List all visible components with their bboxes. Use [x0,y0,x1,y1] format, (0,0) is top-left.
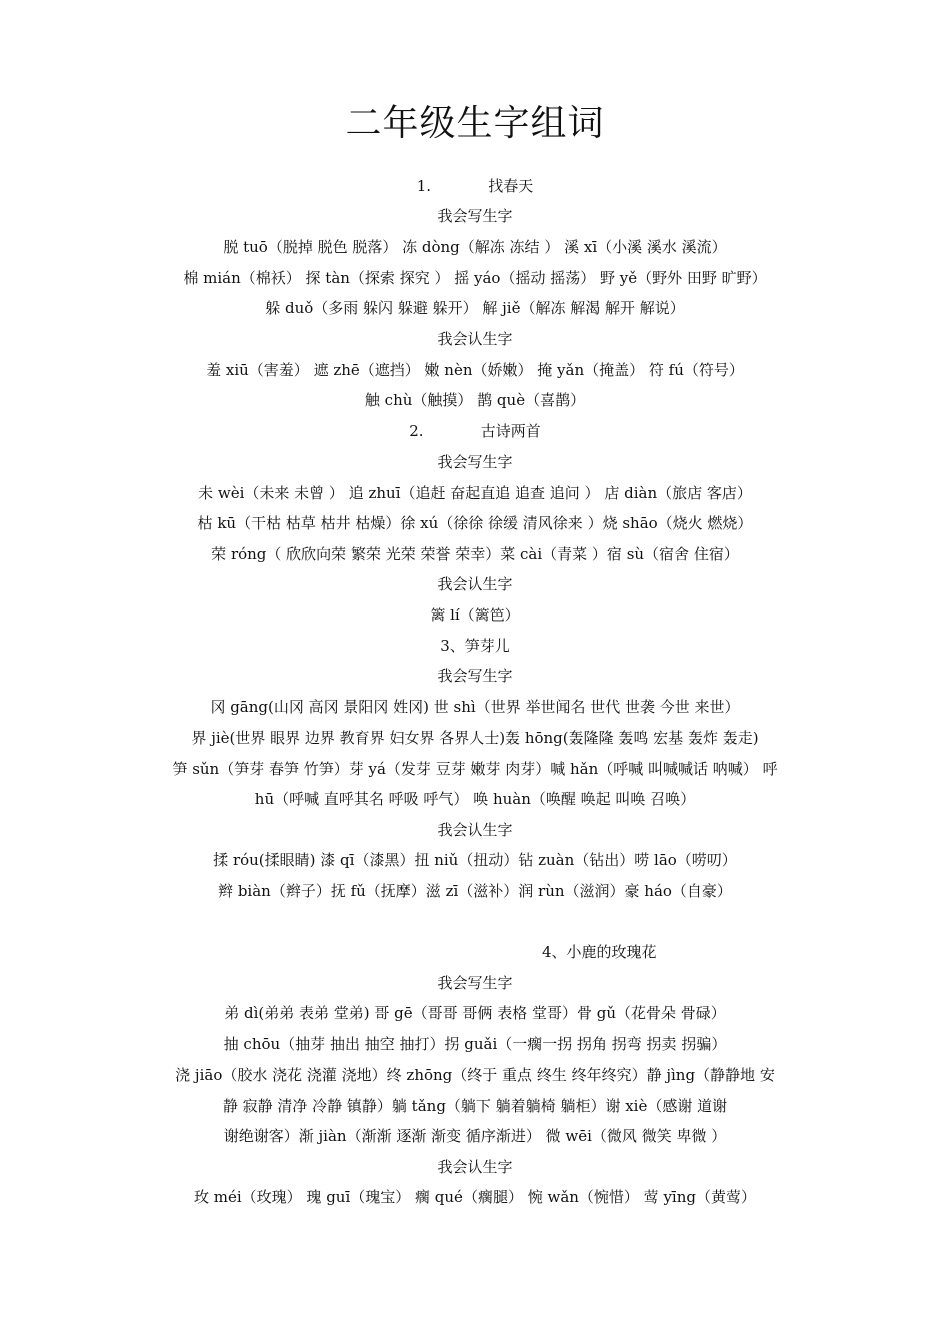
text-line: 棉 mián（棉袄） 探 tàn（探索 探究 ） 摇 yáo（摇动 摇荡） 野 yě（野外 田野 旷野） [183,269,767,287]
text-line: 抽 chōu（抽芽 抽出 抽空 抽打）拐 guǎi（一瘸一拐 拐角 拐弯 拐卖 拐骗） [223,1035,727,1053]
page-title: 二年级生字组词 [345,103,605,144]
text-line: 弟 dì(弟弟 表弟 堂弟) 哥 gē（哥哥 哥俩 表格 堂哥）骨 gǔ（花骨朵 骨碌） [224,1004,726,1022]
write-characters-heading: 我会写生字 [437,207,513,225]
text-line: 玫 méi（玫瑰） 瑰 guī（瑰宝） 瘸 qué（瘸腿） 惋 wǎn（惋惜） 莺 yīng（黄莺） [194,1188,756,1206]
text-line: 羞 xiū（害羞） 遮 zhē（遮挡） 嫩 nèn（娇嫩） 掩 yǎn（掩盖） 符 fú（符号） [206,361,744,379]
lesson-4-heading: 4、小鹿的玫瑰花 [542,943,657,961]
text-line: 篱 lí（篱笆） [430,606,520,624]
text-line: 触 chù（触摸） 鹊 què（喜鹊） [364,391,586,409]
text-line: 躲 duǒ（多雨 躲闪 躲避 躲开） 解 jiě（解冻 解渴 解开 解说） [265,299,685,317]
text-line: 界 jiè(世界 眼界 边界 教育界 妇女界 各界人士)轰 hōng(轰隆隆 轰鸣 宏基 轰炸 轰走) [191,729,759,747]
text-line: hū（呼喊 直呼其名 呼吸 呼气） 唤 huàn（唤醒 唤起 叫唤 召唤） [254,790,696,808]
text-line: 冈 gāng(山冈 高冈 景阳冈 姓冈) 世 shì（世界 举世闻名 世代 世袭 今世 来世） [210,698,740,716]
text-line: 辫 biàn（辫子）抚 fǔ（抚摩）滋 zī（滋补）润 rùn（滋润）豪 háo（自豪） [218,882,732,900]
text-line: 荣 róng（ 欣欣向荣 繁荣 光荣 荣誉 荣幸）菜 cài（青菜 ）宿 sù（宿舍 住宿） [211,545,739,563]
recognize-characters-heading: 我会认生字 [437,330,513,348]
recognize-characters-heading: 我会认生字 [437,821,513,839]
text-line: 揉 róu(揉眼睛) 漆 qī（漆黑）扭 niǔ（扭动）钻 zuàn（钻出）唠 lāo（唠叨） [213,851,737,869]
text-line: 浇 jiāo（胶水 浇花 浇灌 浇地）终 zhōng（终于 重点 终生 终年终究）静 jìng（静静地 安 [175,1066,775,1084]
lesson-2-heading: 2. 古诗两首 [409,422,541,440]
text-line: 脱 tuō（脱掉 脱色 脱落） 冻 dòng（解冻 冻结 ） 溪 xī（小溪 溪水 溪流） [223,238,727,256]
text-line: 静 寂静 清净 冷静 镇静）躺 tǎng（躺下 躺着躺椅 躺柜）谢 xiè（感谢 道谢 [222,1097,728,1115]
recognize-characters-heading: 我会认生字 [437,1158,513,1176]
text-line: 笋 sǔn（笋芽 春笋 竹笋）芽 yá（发芽 豆芽 嫩芽 肉芽）喊 hǎn（呼喊 叫喊喊话 呐喊） 呼 [172,760,778,778]
text-line: 枯 kū（干枯 枯草 枯井 枯燥）徐 xú（徐徐 徐缓 清风徐来 ）烧 shāo（烧火 燃烧） [197,514,753,532]
write-characters-heading: 我会写生字 [437,667,513,685]
lesson-1-heading: 1. 找春天 [416,177,534,195]
lesson-3-heading: 3、笋芽儿 [440,637,510,655]
write-characters-heading: 我会写生字 [437,974,513,992]
text-line: 谢绝谢客）渐 jiàn（渐渐 逐渐 渐变 循序渐进） 微 wēi（微风 微笑 卑微 ） [223,1127,727,1145]
text-line: 未 wèi（未来 未曾 ） 追 zhuī（追赶 奋起直追 追查 追问 ） 店 diàn（旅店 客店） [198,484,752,502]
write-characters-heading: 我会写生字 [437,453,513,471]
recognize-characters-heading: 我会认生字 [437,575,513,593]
